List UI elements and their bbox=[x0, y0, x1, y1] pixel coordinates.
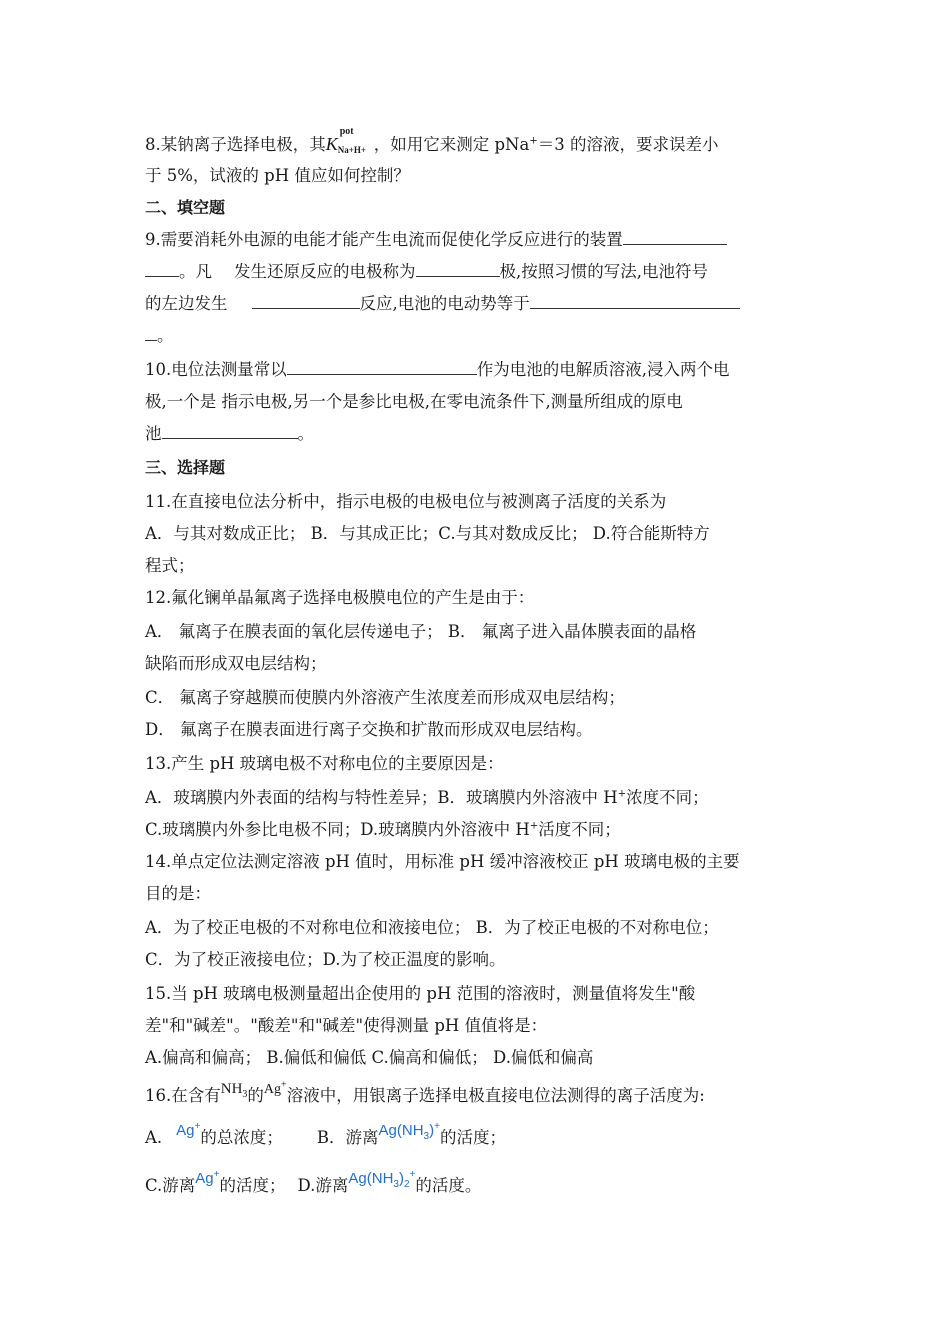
q9-text-e: 反应,电池的电动势等于 bbox=[359, 294, 530, 313]
nh3-formula bbox=[220, 1081, 248, 1100]
q14-stem: 14.单点定位法测定溶液 pH 值时，用标准 pH 缓冲溶液校正 pH 玻璃电极的主要 bbox=[145, 852, 740, 871]
q8-text-b: ，如用它来测定 pNa bbox=[373, 135, 530, 154]
agnh32-sub2: 2 bbox=[403, 1179, 410, 1190]
q10-text-a: 10.电位法测量常以 bbox=[145, 360, 287, 379]
q12-option-c: C． 氟离子穿越膜而使膜内外溶液产生浓度差而形成双电层结构； bbox=[145, 688, 625, 707]
section-fill-in: 二、填空题 bbox=[145, 198, 226, 217]
q16-b-label: B．游离 bbox=[316, 1128, 379, 1147]
q16-c-label: C.游离 bbox=[145, 1176, 196, 1195]
q16-options-cd bbox=[145, 1169, 482, 1197]
q16-d-text: 的活度。 bbox=[415, 1176, 482, 1195]
ag-sup-3: + bbox=[213, 1169, 220, 1180]
q9-line1 bbox=[145, 230, 727, 250]
agnh3-end: ) bbox=[429, 1122, 435, 1139]
q8-text: 8.某钠离子选择电极，其 bbox=[145, 135, 326, 154]
q12-option-d: D． 氟离子在膜表面进行离子交换和扩散而形成双电层结构。 bbox=[145, 720, 593, 739]
q9-line3 bbox=[145, 294, 740, 314]
q10-line2: 极,一个是 指示电极,另一个是参比电极,在零电流条件下,测量所组成的原电 bbox=[145, 392, 683, 411]
ag-text-3: Ag bbox=[195, 1170, 214, 1187]
agnh3-sub: 3 bbox=[423, 1131, 430, 1142]
q8-line1: 8.某钠离子选择电极，其K pot Na+H+ ，如用它来测定 pNa+＝3 的溶液，要求误差小 bbox=[145, 134, 718, 155]
q16-text-c: 溶液中，用银离子选择电极直接电位法测得的离子活度为: bbox=[286, 1086, 705, 1105]
q13-text-d: 活度不同； bbox=[538, 820, 621, 839]
nh3-text: NH bbox=[220, 1081, 243, 1097]
k-sup: pot bbox=[339, 126, 354, 137]
agnh32-text: Ag(NH bbox=[348, 1170, 394, 1187]
q12-stem: 12.氟化镧单晶氟离子选择电极膜电位的产生是由于： bbox=[145, 588, 535, 607]
agnh3-text: Ag(NH bbox=[378, 1122, 424, 1139]
agnh3-sup: + bbox=[434, 1121, 440, 1132]
plus-sup-2: + bbox=[529, 820, 539, 832]
ag-text-2: Ag bbox=[176, 1122, 195, 1139]
k-sub: Na+H+ bbox=[337, 145, 367, 155]
q13-text-a: A．玻璃膜内外表面的结构与特性差异；B．玻璃膜内外溶液中 H bbox=[145, 788, 618, 807]
q9-text-b: 发生还原反应的电极称为 bbox=[234, 262, 416, 281]
q16-b-text: 的活度； bbox=[439, 1128, 506, 1147]
q10-text-c: 池 bbox=[145, 424, 162, 443]
q12-option-b-cont: 缺陷而形成双电层结构； bbox=[145, 654, 327, 673]
q16-stem bbox=[145, 1079, 705, 1108]
q10-line1 bbox=[145, 360, 730, 380]
q8-line2: 于 5%，试液的 pH 值应如何控制？ bbox=[145, 166, 410, 185]
q16-d-label: D.游离 bbox=[297, 1176, 349, 1195]
q16-text-a: 16.在含有 bbox=[145, 1086, 221, 1105]
q16-options-ab bbox=[145, 1121, 506, 1149]
q14-options-ab: A．为了校正电极的不对称电位和液接电位； B．为了校正电极的不对称电位； bbox=[145, 918, 719, 937]
q9-line2 bbox=[145, 262, 708, 282]
ag-nh3-complex bbox=[378, 1121, 440, 1142]
nh3-sub: 3 bbox=[242, 1089, 248, 1100]
agnh32-sub3: 3 bbox=[393, 1179, 399, 1190]
q9-blank-2[interactable] bbox=[416, 262, 500, 277]
ag-formula bbox=[263, 1079, 287, 1097]
q9-blank-4-cont[interactable] bbox=[145, 326, 157, 341]
q16-c-text: 的活度； bbox=[219, 1176, 286, 1195]
q9-text-end: 。 bbox=[157, 326, 174, 345]
q9-blank-3[interactable] bbox=[252, 294, 360, 309]
q14-stem-cont: 目的是： bbox=[145, 884, 211, 903]
k-letter: K bbox=[325, 134, 338, 154]
q10-blank-2[interactable] bbox=[162, 424, 298, 439]
q15-stem: 15.当 pH 玻璃电极测量超出企使用的 pH 范围的溶液时，测量值将发生"酸 bbox=[145, 984, 696, 1003]
agnh32-mid: ) bbox=[398, 1170, 404, 1187]
agnh32-sup: + bbox=[409, 1169, 416, 1180]
q16-text-b: 的 bbox=[247, 1086, 264, 1105]
ag-sup-2: + bbox=[194, 1121, 201, 1132]
ag-ion-blue bbox=[176, 1122, 200, 1139]
q15-stem-cont: 差"和"碱差"。"酸差"和"碱差"使得测量 pH 值值将是： bbox=[145, 1016, 548, 1035]
q10-blank-1[interactable] bbox=[287, 360, 477, 375]
q13-options-cd bbox=[145, 820, 621, 840]
q8-text-c: ＝3 的溶液，要求误差小 bbox=[537, 135, 719, 154]
k-pot-symbol bbox=[325, 126, 374, 155]
q9-text-a: 。凡 bbox=[179, 262, 212, 281]
plus-sup: + bbox=[617, 788, 627, 800]
q10-line3 bbox=[145, 424, 314, 444]
q9-blank-1-cont[interactable] bbox=[145, 262, 179, 277]
q10-text-d: 。 bbox=[297, 424, 314, 443]
q13-text-c: C.玻璃膜内外参比电极不同；D.玻璃膜内外溶液中 H bbox=[145, 820, 530, 839]
section-choice: 三、选择题 bbox=[145, 458, 226, 477]
q13-text-b: 浓度不同； bbox=[626, 788, 709, 807]
ag-ion-blue-2 bbox=[195, 1170, 219, 1187]
q14-options-cd: C．为了校正液接电位；D.为了校正温度的影响。 bbox=[145, 950, 506, 969]
q15-options: A.偏高和偏高； B.偏低和偏低 C.偏高和偏低； D.偏低和偏高 bbox=[145, 1048, 594, 1067]
q12-option-ab: A． 氟离子在膜表面的氧化层传递电子； B． 氟离子进入晶体膜表面的晶格 bbox=[145, 622, 697, 641]
q9-line4 bbox=[145, 326, 174, 346]
q9-text-c: 极,按照习惯的写法,电池符号 bbox=[499, 262, 708, 281]
q13-stem: 13.产生 pH 玻璃电极不对称电位的主要原因是： bbox=[145, 754, 504, 773]
ag-text: Ag bbox=[263, 1082, 282, 1097]
q11-stem: 11.在直接电位法分析中，指示电极的电极电位与被测离子活度的关系为 bbox=[145, 492, 667, 511]
ag-sup: + bbox=[281, 1079, 287, 1091]
q11-options: A．与其对数成正比； B．与其成正比；C.与其对数成反比； D.符合能斯特方 bbox=[145, 524, 710, 543]
q11-options-cont: 程式； bbox=[145, 556, 195, 575]
q9-text-d: 的左边发生 bbox=[145, 294, 228, 313]
ag-nh3-2-complex bbox=[348, 1169, 416, 1190]
q16-a-text: 的总浓度； bbox=[200, 1128, 283, 1147]
q10-text-b: 作为电池的电解质溶液,浸入两个电 bbox=[476, 360, 730, 379]
q9-blank-1[interactable] bbox=[623, 230, 727, 245]
q9-blank-4[interactable] bbox=[530, 294, 740, 309]
q16-a-label: A. bbox=[145, 1128, 163, 1147]
q13-options-ab bbox=[145, 788, 709, 808]
q9-text: 9.需要消耗外电源的电能才能产生电流而促使化学反应进行的装置 bbox=[145, 230, 623, 249]
